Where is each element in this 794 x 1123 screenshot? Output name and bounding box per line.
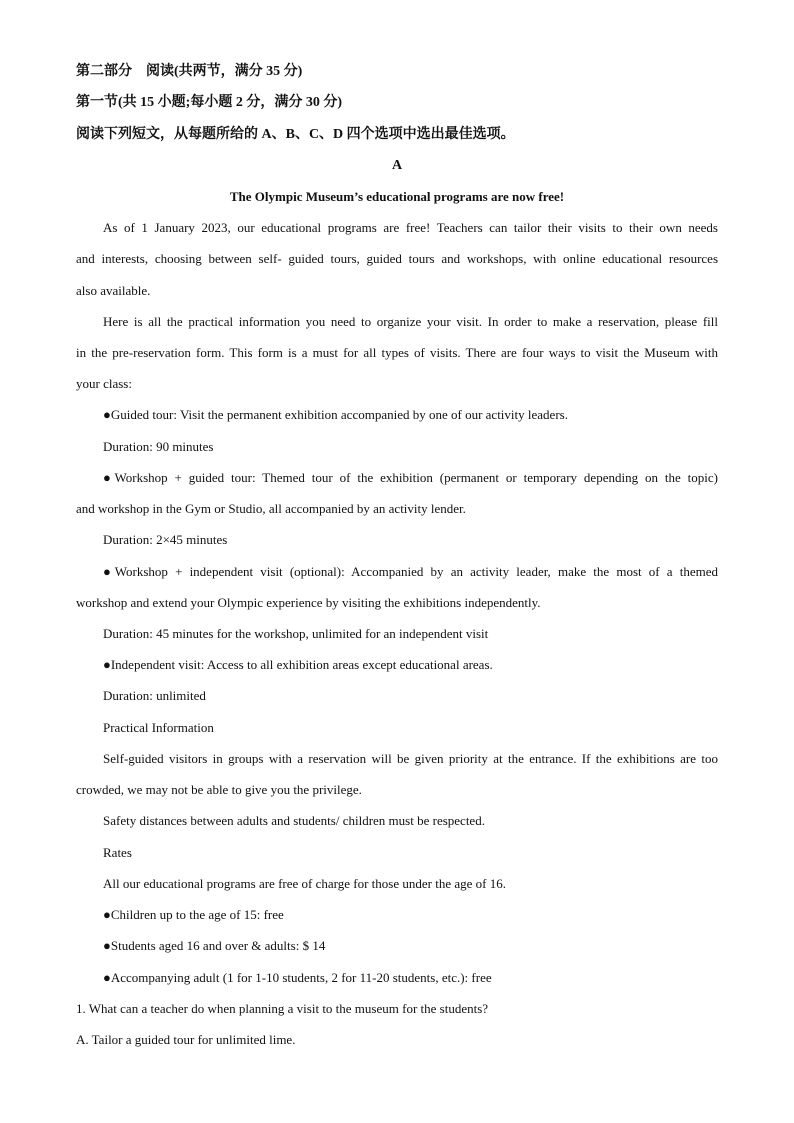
- paragraph-2-line-1: Here is all the practical information you need to organize your visit. In order to make a reservation, please fill: [103, 314, 718, 329]
- visit-duration-workshop-guided: Duration: 2×45 minutes: [103, 532, 228, 547]
- practical-information-heading: Practical Information: [103, 720, 214, 735]
- practical-paragraph-1-line-1: Self-guided visitors in groups with a reservation will be given priority at the entrance. If the exhibitions are too: [103, 751, 718, 766]
- practical-paragraph-1-line-2: crowded, we may not be able to give you the privilege.: [76, 782, 362, 797]
- instruction-text: 阅读下列短文，从每题所给的 A、B、C、D 四个选项中选出最佳选项。: [76, 127, 515, 142]
- rate-accompanying-adult: ●Accompanying adult (1 for 1-10 students, 2 for 11-20 students, etc.): free: [103, 970, 492, 985]
- visit-type-workshop-independent-line-1: ●Workshop + independent visit (optional): Accompanied by an activity leader, make the most of a themed: [103, 564, 718, 579]
- visit-duration-guided-tour: Duration: 90 minutes: [103, 439, 214, 454]
- section-heading: 第一节(共 15 小题;每小题 2 分，满分 30 分): [76, 95, 342, 110]
- visit-type-workshop-guided-line-1: ●Workshop + guided tour: Themed tour of the exhibition (permanent or temporary depending on the topic): [103, 470, 718, 485]
- visit-duration-independent: Duration: unlimited: [103, 688, 206, 703]
- question-1-option-a: A. Tailor a guided tour for unlimited lime.: [76, 1032, 296, 1047]
- rate-children: ●Children up to the age of 15: free: [103, 907, 284, 922]
- visit-type-workshop-guided-line-2: and workshop in the Gym or Studio, all accompanied by an activity lender.: [76, 501, 466, 516]
- paragraph-1-line-3: also available.: [76, 283, 151, 298]
- visit-type-guided-tour: ●Guided tour: Visit the permanent exhibition accompanied by one of our activity leaders.: [103, 407, 568, 422]
- rates-intro: All our educational programs are free of charge for those under the age of 16.: [103, 876, 506, 891]
- visit-duration-workshop-independent: Duration: 45 minutes for the workshop, unlimited for an independent visit: [103, 626, 489, 641]
- paragraph-2-line-3: your class:: [76, 376, 132, 391]
- visit-type-workshop-independent-line-2: workshop and extend your Olympic experience by visiting the exhibitions independently.: [76, 595, 541, 610]
- paragraph-2-line-2: in the pre-reservation form. This form is a must for all types of visits. There are four ways to visit the Museum with: [76, 345, 718, 360]
- visit-type-independent: ●Independent visit: Access to all exhibition areas except educational areas.: [103, 657, 493, 672]
- passage-label: A: [391, 158, 403, 173]
- passage-title: The Olympic Museum’s educational programs are now free!: [229, 189, 565, 204]
- paragraph-1-line-2: and interests, choosing between self- guided tours, guided tours and workshops, with online educational resources: [76, 251, 718, 266]
- practical-paragraph-2: Safety distances between adults and students/ children must be respected.: [103, 813, 485, 828]
- rates-heading: Rates: [103, 845, 132, 860]
- part-heading: 第二部分 阅读(共两节，满分 35 分): [76, 64, 303, 79]
- rate-students-adults: ●Students aged 16 and over & adults: $ 14: [103, 938, 326, 953]
- question-1-stem: 1. What can a teacher do when planning a visit to the museum for the students?: [76, 1001, 489, 1016]
- paragraph-1-line-1: As of 1 January 2023, our educational programs are free! Teachers can tailor their visits to their own needs: [103, 220, 718, 235]
